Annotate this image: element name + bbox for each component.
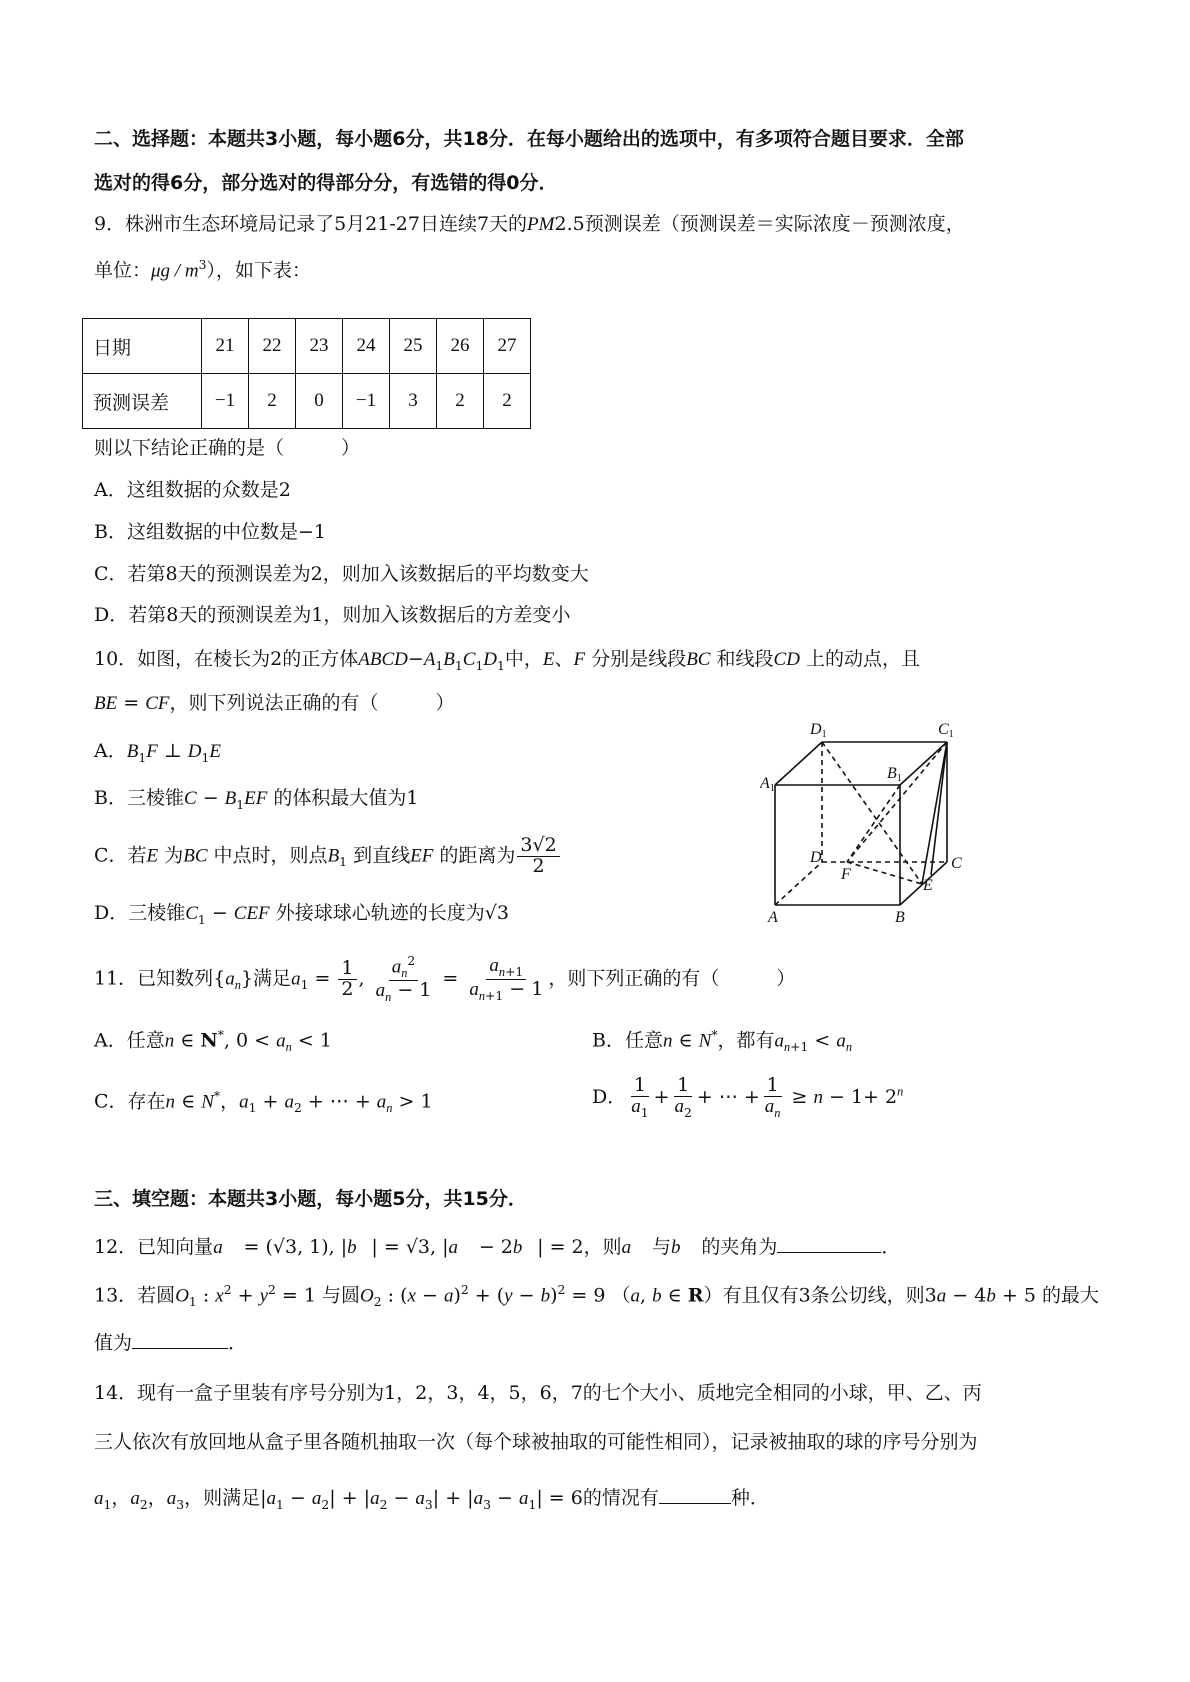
table-row xyxy=(83,374,531,429)
table-row xyxy=(83,319,531,374)
q14-stem-line1: 14．现有一盒子里装有序号分别为1，2，3，4，5，6，7的七个大小、质地完全相同的小球，甲、乙、丙 xyxy=(94,1382,982,1404)
q10-option-c: C．若E 为BC 中点时，则点$B_1$ 到直线EF 的距离为 $\frac{3√2}{2}$ xyxy=(94,836,562,877)
q10-option-b: B．三棱锥$C - B_1EF$ 的体积最大值为1 xyxy=(94,787,419,812)
table-cell: −1 xyxy=(343,374,390,429)
table-cell: 0 xyxy=(296,374,343,429)
q9-error-table xyxy=(82,318,531,429)
label-f: F xyxy=(841,866,851,883)
q12-stem: 12．已知向量a⃗ = (√3, 1), |b⃗| = √3, |a⃗ − 2b⃗| = 2，则a⃗ 与b⃗ 的夹角为 ． xyxy=(94,1236,901,1258)
q10-cube-figure xyxy=(760,720,980,925)
table-cell: 2 xyxy=(249,374,296,429)
label-c: C xyxy=(951,855,962,872)
label-b1: B1 xyxy=(887,765,902,784)
label-c1: C1 xyxy=(938,721,954,740)
q12-answer-blank[interactable] xyxy=(777,1234,881,1253)
q13-stem-line2: 值为 ． xyxy=(94,1332,248,1354)
q13-stem-line1: 13．若圆$O_1$ : $x^2 + y^2 = 1$ 与圆$O_2$ : $(x - a)^2 + (y - b)^2 = 9$ （a, b ∈ R）有且仅有3条公切线，则3a − 4b + 5 的最大 xyxy=(94,1283,1100,1310)
table-header-cell: 预测误差 xyxy=(83,374,202,429)
table-cell: 24 xyxy=(343,319,390,374)
table-cell: 3 xyxy=(390,374,437,429)
table-cell: 2 xyxy=(437,374,484,429)
table-cell: 26 xyxy=(437,319,484,374)
q10-stem-line2: BE = CF，则下列说法正确的有（ ） xyxy=(94,692,455,714)
q9-option-c: C．若第8天的预测误差为2，则加入该数据后的平均数变大 xyxy=(94,563,589,585)
edge-a1d1 xyxy=(775,742,822,785)
label-b: B xyxy=(895,909,905,925)
table-cell: 23 xyxy=(296,319,343,374)
label-e: E xyxy=(923,877,933,894)
q10-option-d: D．三棱锥$C_1$ − CEF 外接球球心轨迹的长度为√3 xyxy=(94,902,509,927)
label-a1: A1 xyxy=(760,775,775,794)
q14-answer-blank[interactable] xyxy=(659,1485,731,1504)
table-cell: 27 xyxy=(484,319,531,374)
segment-fe xyxy=(847,862,922,884)
edge-ad-hidden xyxy=(775,862,822,905)
q11-option-b: B．任意n ∈ N*，都有$a_{n+1} < a_n$ xyxy=(592,1028,853,1055)
q10-stem-line1: 10．如图，在棱长为2的正方体$ABCD-A_1B_1C_1D_1$中，E、F 分别是线段BC 和线段CD 上的动点，且 xyxy=(94,648,921,673)
label-d1: D1 xyxy=(810,721,827,740)
table-cell: −1 xyxy=(202,374,249,429)
q11-option-c: C．存在n ∈ N*，$a_1 + a_2$ + ⋯ + $a_n > 1$ xyxy=(94,1089,433,1116)
segment-c1f xyxy=(847,742,947,862)
q9-option-d: D．若第8天的预测误差为1，则加入该数据后的方差变小 xyxy=(94,604,571,626)
q9-option-b: B．这组数据的中位数是−1 xyxy=(94,521,326,543)
q9-stem-line2: 单位：μg / $m^3$），如下表： xyxy=(94,258,311,282)
q9-option-a: A．这组数据的众数是2 xyxy=(94,479,291,501)
section-2-heading-line1: 二、选择题：本题共3小题，每小题6分，共18分．在每小题给出的选项中，有多项符合题目要求．全部 xyxy=(94,128,964,150)
section-2-heading-line2: 选对的得6分，部分选对的得部分分，有选错的得0分． xyxy=(94,172,558,194)
q13-answer-blank[interactable] xyxy=(132,1330,228,1349)
q10-option-a: A．$B_1F$ ⊥ $D_1E$ xyxy=(94,740,221,765)
q11-option-d: D． $\frac{1}{a_1}$ + $\frac{1}{a_2}$ + ⋯ + $\frac{1}{a_n}$ ≥ $n - 1+ 2^n$ xyxy=(592,1074,904,1120)
q11-option-a: A．任意n ∈ N*, $0 < a_n < 1$ xyxy=(94,1028,332,1055)
q11-stem: 11．已知数列$\{a_n\}$满足$a_1$ = $\frac{1}{2}$ , $\frac{a_n^2}{a_n - 1}$ = $\frac{a_{n+1}}{a_{n+1} - 1}$ ，则下列正确的有（ ） xyxy=(94,954,796,1004)
label-a: A xyxy=(768,909,778,925)
table-cell: 22 xyxy=(249,319,296,374)
q14-stem-line3: $a_1$，$a_2$，$a_3$，则满足$|a_1 - a_2| + |a_2 - a_3| + |a_3 - a_1| = 6$的情况有 种． xyxy=(94,1487,769,1512)
segment-b1f xyxy=(847,785,900,862)
table-cell: 25 xyxy=(390,319,437,374)
q9-prompt: 则以下结论正确的是（ ） xyxy=(94,437,361,459)
q9-stem-line1: 9．株洲市生态环境局记录了5月21-27日连续7天的PM2.5预测误差（预测误差＝实际浓度－预测浓度， xyxy=(94,213,965,235)
section-3-heading: 三、填空题：本题共3小题，每小题5分，共15分． xyxy=(94,1188,527,1210)
table-header-cell: 日期 xyxy=(83,319,202,374)
label-d: D xyxy=(810,849,822,866)
table-cell: 2 xyxy=(484,374,531,429)
segment-c1e-inner xyxy=(931,742,947,875)
table-cell: 21 xyxy=(202,319,249,374)
q14-stem-line2: 三人依次有放回地从盒子里各随机抽取一次（每个球被抽取的可能性相同），记录被抽取的球的序号分别为 xyxy=(94,1431,978,1453)
